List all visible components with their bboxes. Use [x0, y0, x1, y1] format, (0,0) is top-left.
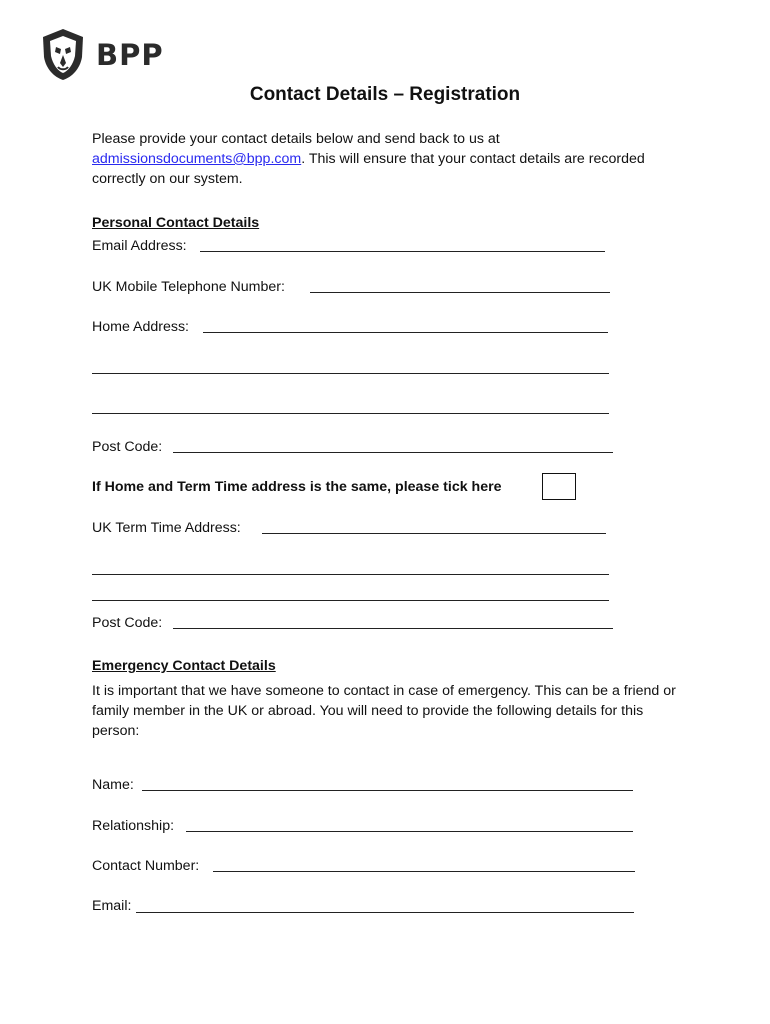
intro-text-after: . This will ensure that your contact details are recorded correctly on our system.	[92, 151, 645, 187]
emergency-name-label: Name:	[92, 777, 134, 793]
term-post-code-field[interactable]	[173, 628, 613, 629]
term-address-field-line-2[interactable]	[92, 574, 609, 575]
same-address-label: If Home and Term Time address is the same, please tick here	[92, 479, 502, 495]
relationship-field[interactable]	[186, 831, 633, 832]
home-address-field[interactable]	[203, 332, 608, 333]
lion-head-shield-icon	[38, 27, 88, 82]
home-address-field-line-2[interactable]	[92, 373, 609, 374]
email-address-field[interactable]	[200, 251, 605, 252]
logo-text: BPP	[96, 38, 164, 72]
post-code-label: Post Code:	[92, 439, 163, 455]
home-address-label: Home Address:	[92, 319, 189, 335]
contact-number-label: Contact Number:	[92, 858, 200, 874]
term-address-field[interactable]	[262, 533, 606, 534]
mobile-number-label: UK Mobile Telephone Number:	[92, 279, 285, 295]
home-address-field-line-3[interactable]	[92, 413, 609, 414]
personal-contact-heading: Personal Contact Details	[92, 215, 260, 231]
intro-paragraph	[92, 129, 672, 189]
term-address-field-line-3[interactable]	[92, 600, 609, 601]
emergency-email-field[interactable]	[136, 912, 634, 913]
emergency-name-field[interactable]	[142, 790, 633, 791]
intro-text-before: Please provide your contact details below and send back to us at	[92, 131, 500, 147]
contact-number-field[interactable]	[213, 871, 635, 872]
same-address-checkbox[interactable]	[542, 473, 576, 500]
email-link[interactable]: admissionsdocuments@bpp.com	[92, 151, 302, 167]
emergency-email-label: Email:	[92, 898, 132, 914]
post-code-field[interactable]	[173, 452, 613, 453]
page-title: Contact Details – Registration	[249, 84, 521, 105]
email-address-label: Email Address:	[92, 238, 187, 254]
mobile-number-field[interactable]	[310, 292, 610, 293]
relationship-label: Relationship:	[92, 818, 175, 834]
bpp-logo	[38, 27, 164, 82]
term-address-label: UK Term Time Address:	[92, 520, 241, 536]
term-post-code-label: Post Code:	[92, 615, 163, 631]
emergency-contact-heading: Emergency Contact Details	[92, 658, 276, 674]
emergency-description: It is important that we have someone to contact in case of emergency. This can be a friend or family member in the UK or abroad. You will need to provide the following details for this person:	[92, 683, 676, 739]
